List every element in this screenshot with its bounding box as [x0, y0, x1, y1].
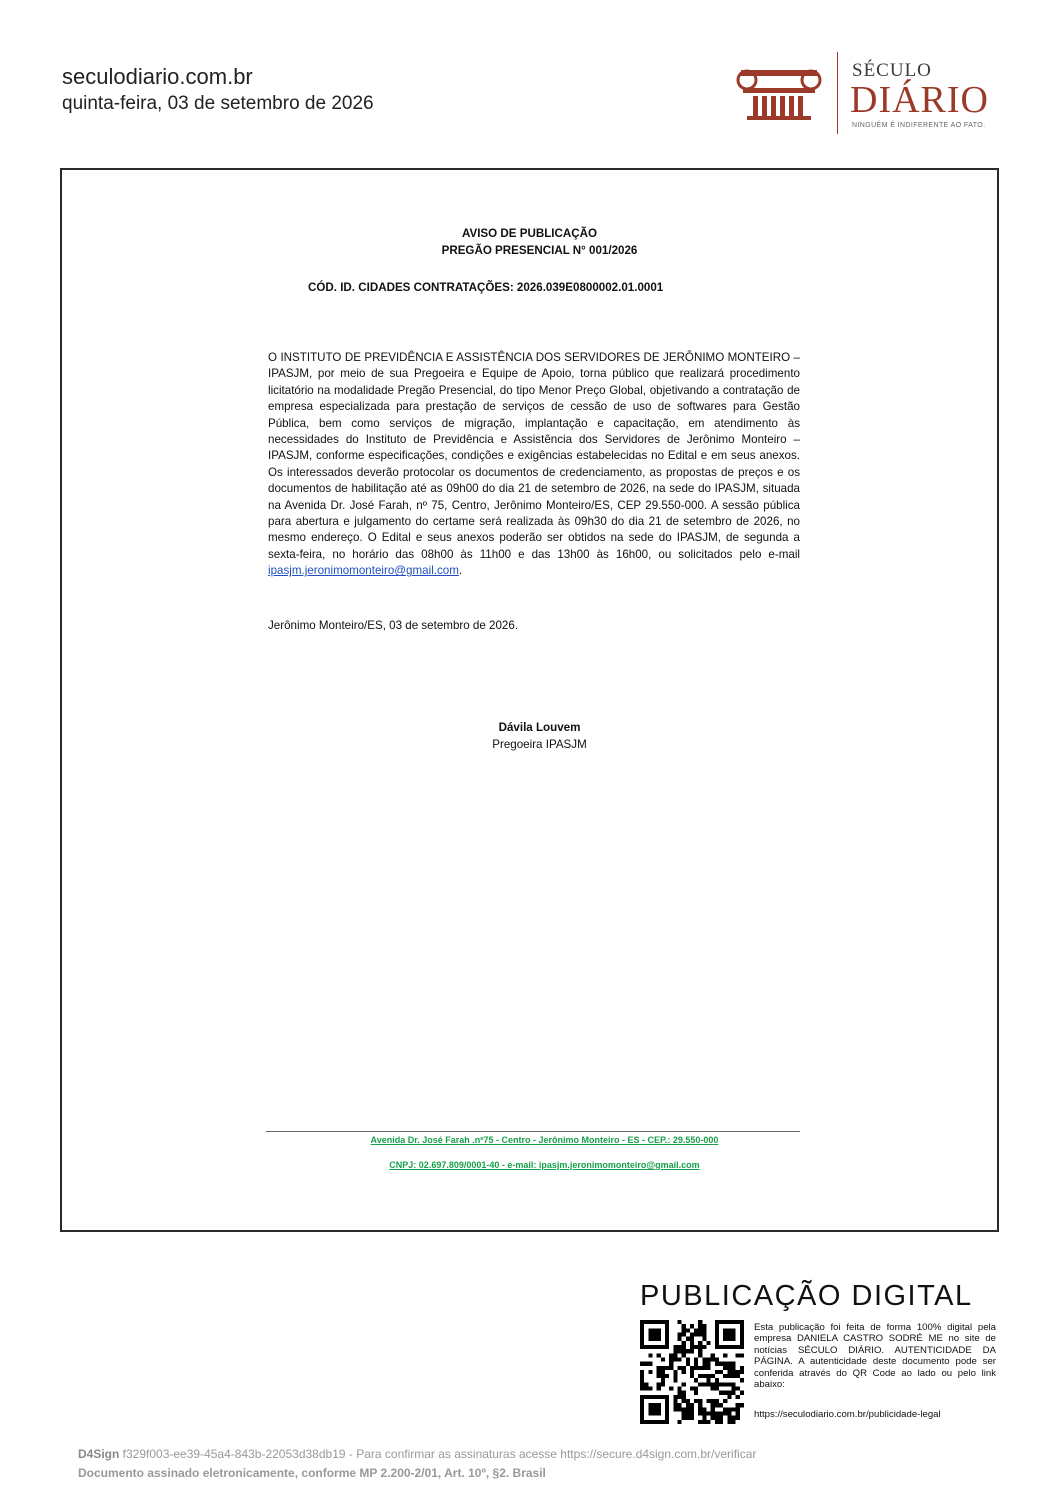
site-url: seculodiario.com.br [62, 64, 253, 89]
notice-body-text: O INSTITUTO DE PREVIDÊNCIA E ASSISTÊNCIA DOS SERVIDORES DE JERÔNIMO MONTEIRO – IPASJM, por meio de sua Pregoeira e Equipe de Apoio, torna público que realizará procedimento licitatório na modalidade Pregão Presencial, do tipo Menor Preço Global, objetivando a contratação de empresa especializada para prestação de serviços de cessão de uso de softwares para Gestão Pública, bem como serviços de migração, implantação e capacitação, em atendimento às necessidades do Instituto de Previdência e Assistência dos Servidores de Jerônimo Monteiro – IPASJM, conforme especificações, condições e exigências estabelecidas no Edital e em seus anexos. Os interessados deverão protocolar os documentos de credenciamento, as propostas de preços e os documentos de habilitação até as 09h00 do dia 21 de setembro de 2026, na sede do IPASJM, situada na Avenida Dr. José Farah, nº 75, Centro, Jerônimo Monteiro/ES, CEP 29.550-000. A sessão pública para abertura e julgamento do certame será realizada às 09h30 do dia 21 de setembro de 2026, no mesmo endereço. O Edital e seus anexos poderão ser obtidos na sede do IPASJM, de segunda a sexta-feira, no horário das 08h00 às 11h00 e das 13h00 às 16h00, ou solicitados pelo e-mail [268, 351, 800, 561]
signer-role: Pregoeira IPASJM [492, 738, 587, 751]
footer-address: Avenida Dr. José Farah .nº75 - Centro - Jerônimo Monteiro - ES - CEP.: 29.550-000 [370, 1135, 719, 1145]
notice-title-line2: PREGÃO PRESENCIAL N° 001/2026 [441, 244, 638, 257]
footer-contact: CNPJ: 02.697.809/0001-40 - e-mail: ipasjm.jeronimomonteiro@gmail.com [389, 1160, 700, 1170]
d4sign-brand: D4Sign [78, 1447, 120, 1461]
notice-body-end: . [458, 564, 463, 578]
publication-date: quinta-feira, 03 de setembro de 2026 [62, 93, 374, 114]
logo-line2: DIÁRIO [850, 79, 989, 121]
logo-divider [837, 52, 838, 134]
d4sign-hash-text: f329f003-ee39-45a4-843b-22053d38db19 - Para confirmar as assinaturas acesse https://secure.d4sign.com.br/verificar [119, 1447, 757, 1461]
d4sign-verification [78, 1447, 756, 1461]
notice-body [268, 350, 800, 580]
d4sign-legal-note: Documento assinado eletronicamente, conforme MP 2.200-2/01, Art. 10º, §2. Brasil [78, 1466, 546, 1480]
signer-name: Dávila Louvem [498, 721, 581, 734]
notice-title [62, 225, 997, 259]
digital-publication-title: PUBLICAÇÃO DIGITAL [640, 1280, 973, 1312]
notice-frame [60, 168, 999, 1232]
seculo-diario-logo [733, 50, 1003, 136]
footer-divider [266, 1131, 800, 1132]
email-link[interactable]: ipasjm.jeronimomonteiro@gmail.com [268, 564, 459, 578]
notice-title-line1: AVISO DE PUBLICAÇÃO [461, 227, 598, 240]
procurement-code: CÓD. ID. CIDADES CONTRATAÇÕES: 2026.039E0800002.01.0001 [308, 281, 664, 294]
logo-tagline: NINGUÉM É INDIFERENTE AO FATO. [852, 122, 986, 129]
ionic-column-icon [733, 66, 825, 122]
digital-publication-text: Esta publicação foi feita de forma 100% digital pela empresa DANIELA CASTRO SODRÉ ME no site de notícias SÉCULO DIÁRIO. AUTENTICIDADE DA PÁGINA. A autenticidade deste documento pode ser conferida através do QR Code ao lado ou pelo link abaixo: [754, 1322, 996, 1391]
logo-line1: SÉCULO [852, 60, 932, 81]
place-date: Jerônimo Monteiro/ES, 03 de setembro de 2026. [268, 619, 519, 632]
qr-code-icon[interactable] [640, 1320, 744, 1424]
verification-link[interactable]: https://seculodiario.com.br/publicidade-legal [754, 1409, 941, 1420]
